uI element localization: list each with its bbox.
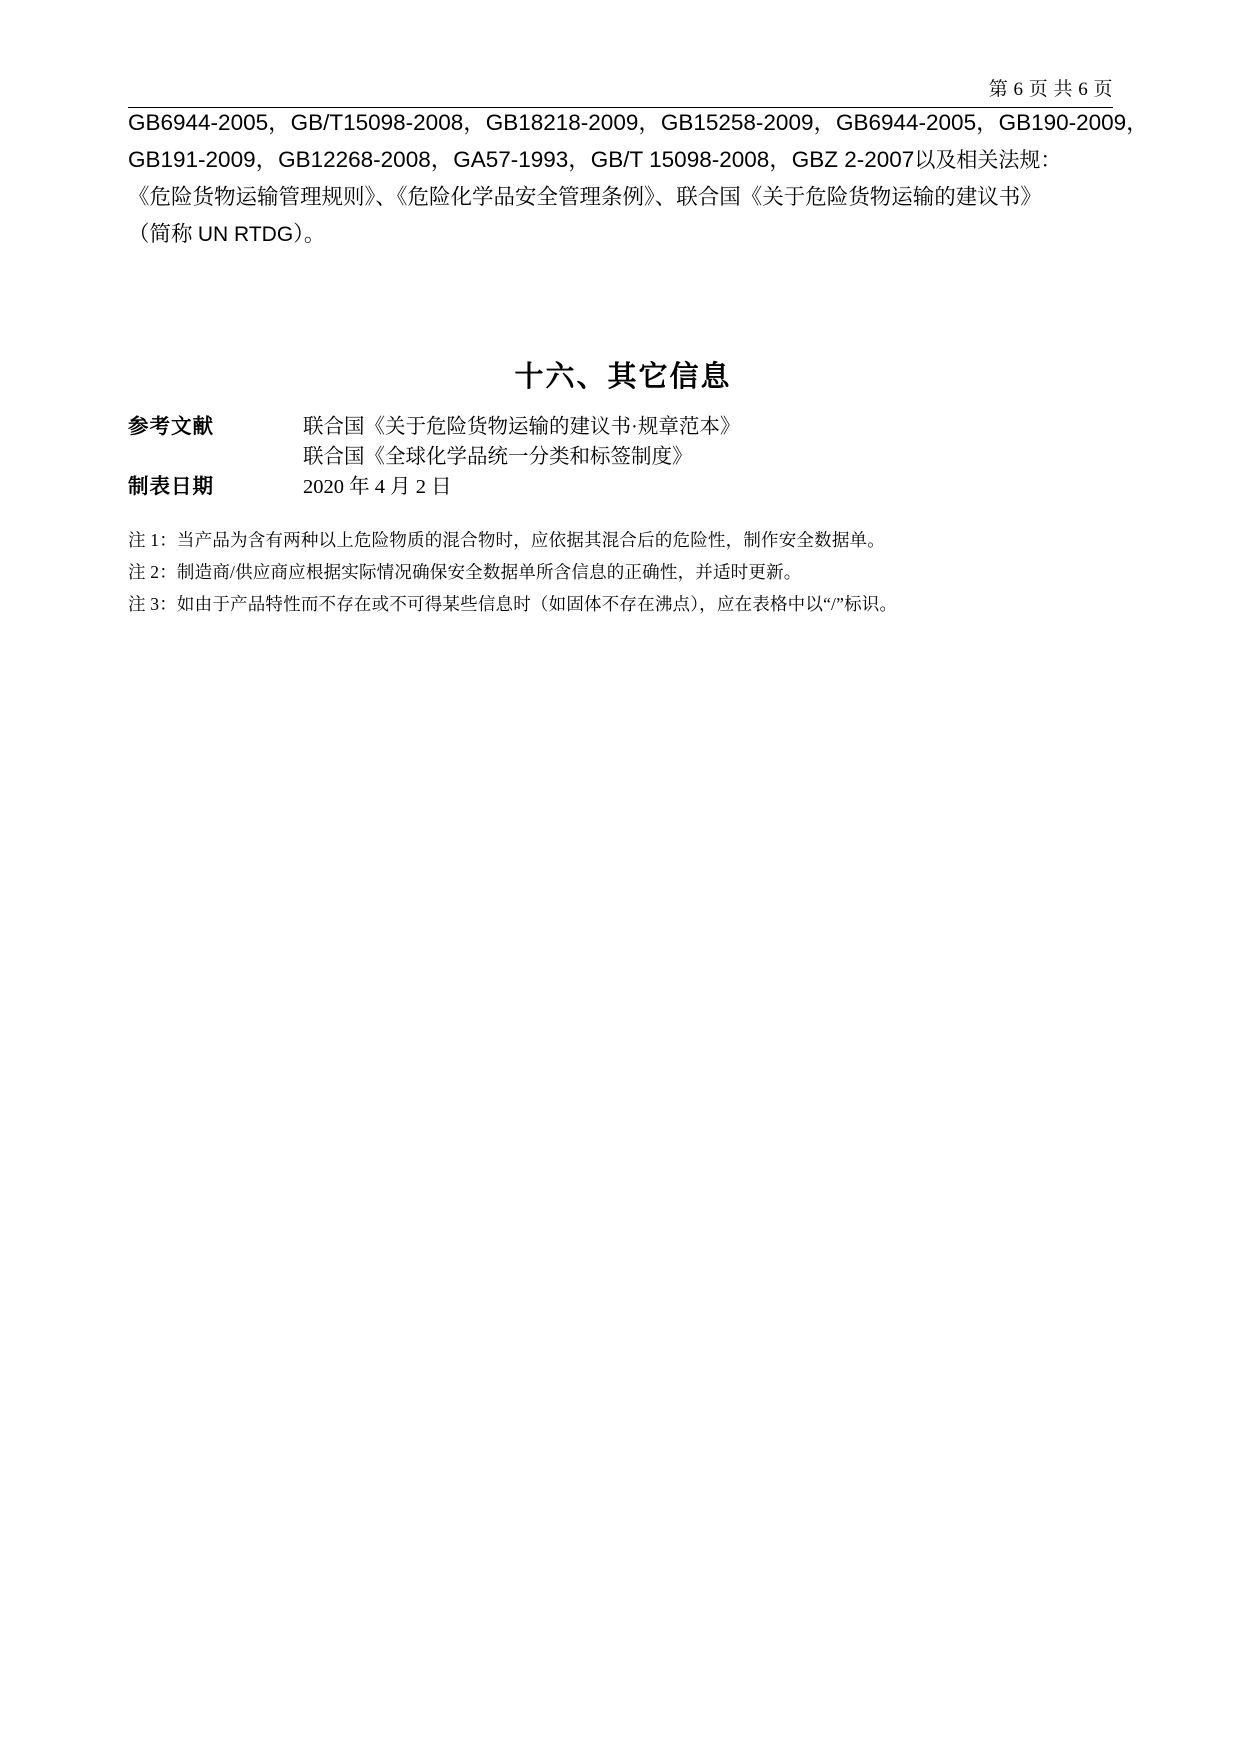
row-label-date: 制表日期 bbox=[128, 475, 214, 498]
row-value-date: 2020 年 4 月 2 日 bbox=[303, 476, 452, 498]
section-title: 十六、其它信息 bbox=[514, 361, 732, 393]
page-indicator: 第 6 页 共 6 页 bbox=[988, 79, 1113, 100]
reference-item: 联合国《关于危险货物运输的建议书·规章范本》 bbox=[303, 416, 741, 438]
note-item-3: 注 3：如由于产品特性而不存在或不可得某些信息时（如固体不存在沸点），应在表格中以“/”标识。 bbox=[128, 594, 898, 614]
page-header bbox=[128, 74, 1113, 108]
note-item-1: 注 1：当产品为含有两种以上危险物质的混合物时，应依据其混合后的危险性，制作安全数据单。 bbox=[128, 530, 885, 550]
row-value-references bbox=[303, 412, 1118, 472]
document-body bbox=[128, 104, 1149, 614]
row-label-references: 参考文献 bbox=[128, 415, 214, 438]
notes-block bbox=[128, 524, 1118, 620]
standards-line-1: GB6944-2005，GB/T15098-2008，GB18218-2009，GB15258-2009，GB6944-2005，GB190-2009， bbox=[128, 110, 1149, 135]
table-row bbox=[128, 472, 1118, 502]
table-row bbox=[128, 412, 1118, 472]
standards-line-2 bbox=[128, 141, 1118, 179]
note-item-2: 注 2：制造商/供应商应根据实际情况确保安全数据单所含信息的正确性，并适时更新。 bbox=[128, 562, 802, 582]
regulations-line-2-suffix: ）。 bbox=[293, 222, 326, 246]
reference-item: 联合国《全球化学品统一分类和标签制度》 bbox=[303, 446, 693, 468]
regulations-line-2-prefix: （简称 bbox=[128, 222, 198, 246]
regulations-line-1: 《危险货物运输管理规则》、《危险化学品安全管理条例》、联合国《关于危险货物运输的建议书》 bbox=[128, 185, 1042, 209]
standards-line-2-codes: GB191-2009，GB12268-2008，GA57-1993，GB/T 15098-2008，GBZ 2-2007 bbox=[128, 147, 915, 172]
other-information-table bbox=[128, 412, 1118, 502]
regulations-line-2 bbox=[128, 216, 1118, 253]
standards-line-2-tail: 以及相关法规： bbox=[914, 148, 1062, 172]
regulations-line-2-code: UN RTDG bbox=[197, 223, 294, 246]
